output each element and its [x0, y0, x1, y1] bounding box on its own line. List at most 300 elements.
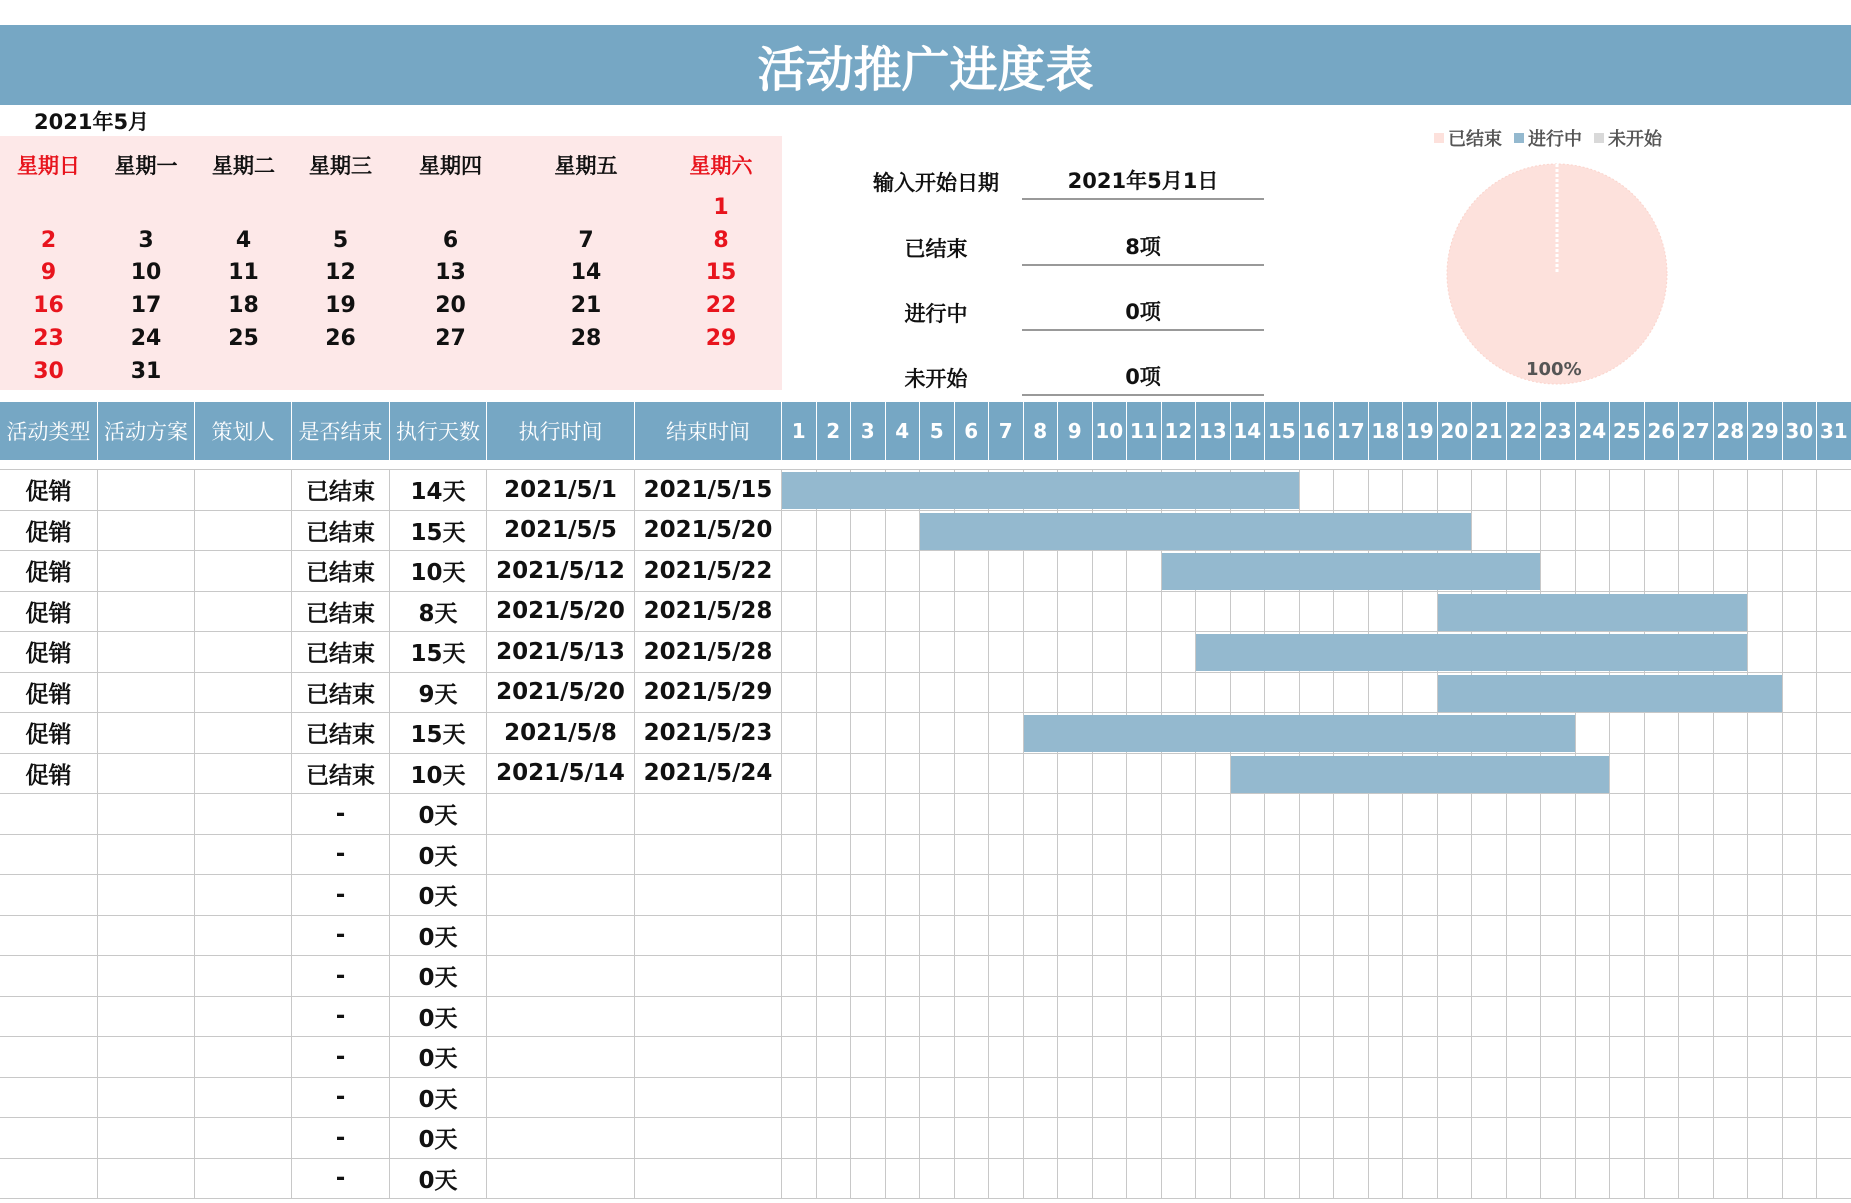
cell-plan[interactable] — [98, 956, 195, 997]
cell-type[interactable]: 促销 — [0, 754, 98, 795]
gantt-cell — [817, 997, 852, 1038]
gantt-cell — [1817, 713, 1851, 754]
day-column-header[interactable]: 24 — [1576, 402, 1611, 460]
cell-end[interactable]: 2021/5/23 — [635, 713, 782, 754]
cell-duration[interactable]: 0天 — [390, 997, 487, 1038]
cell-start[interactable] — [487, 1159, 635, 1200]
gantt-cell — [1438, 956, 1473, 997]
gantt-cell — [1472, 875, 1507, 916]
cell-status[interactable]: 已结束 — [292, 713, 390, 754]
gantt-cell — [1058, 1037, 1093, 1078]
gantt-cell — [1610, 754, 1645, 795]
cell-plan[interactable] — [98, 592, 195, 633]
calendar-day[interactable]: 18 — [228, 293, 259, 319]
column-header[interactable]: 结束时间 — [635, 402, 782, 460]
cell-plan[interactable] — [98, 1118, 195, 1159]
calendar-day[interactable]: 11 — [228, 260, 259, 286]
gantt-cell — [1369, 592, 1404, 633]
gantt-cell — [851, 916, 886, 957]
cell-status[interactable]: - — [292, 1078, 390, 1119]
cell-duration[interactable]: 15天 — [390, 632, 487, 673]
cell-type[interactable] — [0, 835, 98, 876]
cell-status[interactable]: - — [292, 1159, 390, 1200]
gantt-cell — [886, 1159, 921, 1200]
gantt-cell — [1127, 551, 1162, 592]
cell-plan[interactable] — [98, 470, 195, 511]
cell-status[interactable]: - — [292, 997, 390, 1038]
gantt-cell — [1645, 754, 1680, 795]
calendar-day[interactable]: 1 — [713, 195, 729, 220]
cell-end[interactable] — [635, 997, 782, 1038]
gantt-cell — [1334, 1118, 1369, 1159]
cell-start[interactable]: 2021/5/1 — [487, 470, 635, 511]
cell-plan[interactable] — [98, 673, 195, 714]
cell-type[interactable]: 促销 — [0, 673, 98, 714]
cell-end[interactable]: 2021/5/15 — [635, 470, 782, 511]
column-header[interactable]: 策划人 — [195, 402, 292, 460]
calendar-day[interactable]: 27 — [435, 325, 466, 351]
cell-end[interactable] — [635, 794, 782, 835]
cell-start[interactable] — [487, 1037, 635, 1078]
gantt-cell — [1679, 1118, 1714, 1159]
cell-start[interactable] — [487, 997, 635, 1038]
column-header[interactable]: 执行天数 — [390, 402, 487, 460]
cell-owner[interactable] — [195, 875, 292, 916]
cell-owner[interactable] — [195, 632, 292, 673]
gantt-cell — [1093, 916, 1128, 957]
gantt-cell — [782, 632, 817, 673]
cell-status[interactable]: - — [292, 916, 390, 957]
column-header[interactable]: 活动方案 — [98, 402, 195, 460]
gantt-cell — [989, 632, 1024, 673]
calendar-day[interactable]: 15 — [705, 260, 737, 286]
cell-end[interactable] — [635, 956, 782, 997]
cell-plan[interactable] — [98, 997, 195, 1038]
calendar-day[interactable]: 19 — [325, 293, 356, 319]
gantt-cell — [1403, 1037, 1438, 1078]
gantt-cell — [886, 875, 921, 916]
cell-type[interactable] — [0, 997, 98, 1038]
day-column-header[interactable]: 26 — [1645, 402, 1680, 460]
day-column-header[interactable]: 30 — [1783, 402, 1818, 460]
in-progress-count-value: 0项 — [1022, 296, 1264, 331]
gantt-cell — [1438, 794, 1473, 835]
day-column-header[interactable]: 13 — [1196, 402, 1231, 460]
cell-owner[interactable] — [195, 511, 292, 552]
gantt-cell — [1300, 794, 1335, 835]
gantt-cell — [955, 916, 990, 957]
cell-start[interactable] — [487, 956, 635, 997]
day-column-header[interactable]: 15 — [1265, 402, 1300, 460]
cell-end[interactable] — [635, 1118, 782, 1159]
gantt-cell — [1817, 956, 1851, 997]
cell-owner[interactable] — [195, 1037, 292, 1078]
cell-start[interactable]: 2021/5/5 — [487, 511, 635, 552]
gantt-cell — [1403, 470, 1438, 511]
cell-owner[interactable] — [195, 713, 292, 754]
gantt-cell — [1438, 1118, 1473, 1159]
cell-end[interactable] — [635, 1037, 782, 1078]
cell-type[interactable]: 促销 — [0, 511, 98, 552]
cell-start[interactable]: 2021/5/14 — [487, 754, 635, 795]
cell-status[interactable]: - — [292, 794, 390, 835]
calendar-day[interactable]: 3 — [138, 227, 154, 253]
gantt-cell — [1645, 470, 1680, 511]
gantt-cell — [1610, 551, 1645, 592]
cell-plan[interactable] — [98, 835, 195, 876]
gantt-cell — [1472, 470, 1507, 511]
day-column-header[interactable]: 8 — [1024, 402, 1059, 460]
gantt-cell — [989, 754, 1024, 795]
gantt-cell — [1472, 916, 1507, 957]
day-column-header[interactable]: 2 — [817, 402, 852, 460]
day-column-header[interactable]: 20 — [1438, 402, 1473, 460]
cell-type[interactable] — [0, 956, 98, 997]
cell-owner[interactable] — [195, 1078, 292, 1119]
calendar-day[interactable]: 30 — [33, 358, 64, 384]
gantt-cell — [1576, 713, 1611, 754]
cell-type[interactable]: 促销 — [0, 713, 98, 754]
cell-plan[interactable] — [98, 551, 195, 592]
gantt-cell — [851, 997, 886, 1038]
cell-duration[interactable]: 0天 — [390, 1078, 487, 1119]
gantt-cell — [1403, 592, 1438, 633]
calendar-day[interactable]: 5 — [332, 227, 349, 253]
cell-type[interactable]: 促销 — [0, 592, 98, 633]
gantt-cell — [1265, 916, 1300, 957]
cell-end[interactable] — [635, 875, 782, 916]
cell-end[interactable]: 2021/5/22 — [635, 551, 782, 592]
cell-duration[interactable]: 0天 — [390, 835, 487, 876]
calendar-day[interactable]: 2 — [40, 227, 57, 253]
gantt-cell — [1334, 916, 1369, 957]
gantt-cell — [1265, 956, 1300, 997]
day-column-header[interactable]: 9 — [1058, 402, 1093, 460]
gantt-cell — [1817, 1159, 1851, 1200]
day-column-header[interactable]: 23 — [1541, 402, 1576, 460]
gantt-cell — [1783, 875, 1818, 916]
cell-start[interactable]: 2021/5/13 — [487, 632, 635, 673]
gantt-cell — [1127, 794, 1162, 835]
gantt-cell — [955, 754, 990, 795]
gantt-cell — [1783, 1118, 1818, 1159]
gantt-cell — [1024, 592, 1059, 633]
cell-type[interactable] — [0, 1159, 98, 1200]
cell-owner[interactable] — [195, 470, 292, 511]
cell-status[interactable]: 已结束 — [292, 592, 390, 633]
gantt-cell — [920, 632, 955, 673]
gantt-cell — [851, 592, 886, 633]
cell-owner[interactable] — [195, 551, 292, 592]
day-column-header[interactable]: 21 — [1472, 402, 1507, 460]
cell-status[interactable]: - — [292, 1037, 390, 1078]
day-column-header[interactable]: 11 — [1127, 402, 1162, 460]
start-date-input[interactable]: 2021年5月1日 — [1022, 165, 1264, 200]
cell-end[interactable]: 2021/5/29 — [635, 673, 782, 714]
cell-type[interactable] — [0, 1118, 98, 1159]
table-row — [0, 997, 1851, 1038]
calendar-day[interactable]: 21 — [570, 293, 602, 319]
cell-status[interactable]: - — [292, 875, 390, 916]
cell-owner[interactable] — [195, 592, 292, 633]
cell-owner[interactable] — [195, 835, 292, 876]
cell-type[interactable] — [0, 1078, 98, 1119]
calendar-day[interactable]: 23 — [33, 325, 64, 351]
day-column-header[interactable]: 28 — [1714, 402, 1749, 460]
day-column-header[interactable]: 17 — [1334, 402, 1369, 460]
cell-status[interactable]: 已结束 — [292, 632, 390, 673]
day-column-header[interactable]: 1 — [782, 402, 817, 460]
day-column-header[interactable]: 16 — [1300, 402, 1335, 460]
start-date-label: 输入开始日期 — [873, 171, 999, 195]
gantt-cell — [1369, 1159, 1404, 1200]
cell-status[interactable]: - — [292, 835, 390, 876]
cell-duration[interactable]: 14天 — [390, 470, 487, 511]
cell-duration[interactable]: 8天 — [390, 592, 487, 633]
column-header[interactable]: 活动类型 — [0, 402, 98, 460]
gantt-cell — [1403, 794, 1438, 835]
cell-status[interactable]: 已结束 — [292, 754, 390, 795]
cell-owner[interactable] — [195, 997, 292, 1038]
cell-plan[interactable] — [98, 511, 195, 552]
cell-duration[interactable]: 0天 — [390, 875, 487, 916]
table-row — [0, 673, 1851, 714]
calendar-day[interactable]: 12 — [325, 260, 356, 286]
day-column-header[interactable]: 31 — [1817, 402, 1851, 460]
gantt-cell — [1714, 1037, 1749, 1078]
gantt-cell — [1748, 632, 1783, 673]
gantt-cell — [851, 835, 886, 876]
day-column-header[interactable]: 14 — [1231, 402, 1266, 460]
gantt-cell — [989, 551, 1024, 592]
day-column-header[interactable]: 6 — [955, 402, 990, 460]
cell-end[interactable]: 2021/5/24 — [635, 754, 782, 795]
cell-duration[interactable]: 0天 — [390, 794, 487, 835]
gantt-cell — [782, 794, 817, 835]
cell-duration[interactable]: 15天 — [390, 713, 487, 754]
calendar-day[interactable]: 26 — [325, 325, 356, 351]
cell-plan[interactable] — [98, 1078, 195, 1119]
cell-type[interactable]: 促销 — [0, 551, 98, 592]
calendar-day[interactable]: 9 — [40, 260, 57, 286]
cell-start[interactable]: 2021/5/20 — [487, 673, 635, 714]
day-column-header[interactable]: 10 — [1093, 402, 1128, 460]
gantt-cell — [989, 875, 1024, 916]
gantt-cell — [920, 794, 955, 835]
gantt-cell — [1265, 997, 1300, 1038]
cell-start[interactable]: 2021/5/12 — [487, 551, 635, 592]
cell-start[interactable] — [487, 875, 635, 916]
cell-duration[interactable]: 0天 — [390, 1118, 487, 1159]
cell-duration[interactable]: 0天 — [390, 1159, 487, 1200]
cell-owner[interactable] — [195, 916, 292, 957]
calendar-day[interactable]: 4 — [235, 227, 252, 253]
gantt-cell — [1576, 1118, 1611, 1159]
cell-plan[interactable] — [98, 794, 195, 835]
cell-duration[interactable]: 0天 — [390, 916, 487, 957]
gantt-cell — [1817, 916, 1851, 957]
gantt-cell — [989, 1037, 1024, 1078]
gantt-cell — [1507, 1159, 1542, 1200]
gantt-cell — [1162, 1118, 1197, 1159]
day-column-header[interactable]: 27 — [1679, 402, 1714, 460]
cell-start[interactable] — [487, 1078, 635, 1119]
gantt-cell — [1196, 1118, 1231, 1159]
calendar-day[interactable]: 20 — [435, 293, 466, 319]
day-column-header[interactable]: 5 — [920, 402, 955, 460]
cell-status[interactable]: 已结束 — [292, 511, 390, 552]
cell-duration[interactable]: 0天 — [390, 956, 487, 997]
calendar-day[interactable]: 10 — [130, 260, 162, 286]
cell-duration[interactable]: 0天 — [390, 1037, 487, 1078]
gantt-cell — [1783, 1159, 1818, 1200]
day-column-header[interactable]: 25 — [1610, 402, 1645, 460]
cell-owner[interactable] — [195, 1159, 292, 1200]
cell-type[interactable] — [0, 794, 98, 835]
cell-type[interactable] — [0, 1037, 98, 1078]
day-column-header[interactable]: 22 — [1507, 402, 1542, 460]
calendar-day[interactable]: 29 — [705, 325, 737, 351]
gantt-cell — [1541, 1078, 1576, 1119]
cell-end[interactable] — [635, 916, 782, 957]
day-column-header[interactable]: 29 — [1748, 402, 1783, 460]
gantt-cell — [1162, 754, 1197, 795]
cell-plan[interactable] — [98, 1159, 195, 1200]
cell-end[interactable]: 2021/5/20 — [635, 511, 782, 552]
gantt-cell — [1645, 875, 1680, 916]
calendar-day[interactable]: 17 — [130, 293, 162, 319]
not-started-count-value: 0项 — [1022, 361, 1264, 396]
calendar-day[interactable]: 14 — [570, 260, 602, 286]
calendar-day[interactable]: 31 — [130, 358, 162, 384]
gantt-cell — [1334, 673, 1369, 714]
cell-status[interactable]: 已结束 — [292, 673, 390, 714]
cell-duration[interactable]: 15天 — [390, 511, 487, 552]
gantt-cell — [1403, 835, 1438, 876]
cell-status[interactable]: 已结束 — [292, 470, 390, 511]
gantt-cell — [1817, 592, 1851, 633]
gantt-cell — [1783, 754, 1818, 795]
gantt-cell — [989, 997, 1024, 1038]
gantt-cell — [886, 754, 921, 795]
calendar-weekday: 星期日 — [17, 154, 80, 178]
cell-plan[interactable] — [98, 713, 195, 754]
day-column-header[interactable]: 4 — [886, 402, 921, 460]
cell-end[interactable]: 2021/5/28 — [635, 632, 782, 673]
cell-owner[interactable] — [195, 956, 292, 997]
gantt-cell — [1576, 794, 1611, 835]
cell-start[interactable]: 2021/5/20 — [487, 592, 635, 633]
calendar-day[interactable]: 16 — [33, 293, 64, 319]
calendar-day[interactable]: 7 — [578, 227, 594, 253]
cell-start[interactable] — [487, 1118, 635, 1159]
gantt-cell — [1541, 835, 1576, 876]
gantt-cell — [1748, 916, 1783, 957]
cell-start[interactable] — [487, 916, 635, 957]
cell-end[interactable] — [635, 1159, 782, 1200]
day-column-header[interactable]: 7 — [989, 402, 1024, 460]
cell-duration[interactable]: 9天 — [390, 673, 487, 714]
gantt-cell — [1196, 673, 1231, 714]
column-header[interactable]: 执行时间 — [487, 402, 635, 460]
cell-status[interactable]: - — [292, 956, 390, 997]
cell-owner[interactable] — [195, 1118, 292, 1159]
day-column-header[interactable]: 19 — [1403, 402, 1438, 460]
calendar-day[interactable]: 22 — [705, 293, 737, 319]
cell-duration[interactable]: 10天 — [390, 754, 487, 795]
cell-end[interactable] — [635, 835, 782, 876]
cell-plan[interactable] — [98, 632, 195, 673]
cell-start[interactable] — [487, 794, 635, 835]
cell-owner[interactable] — [195, 754, 292, 795]
cell-type[interactable]: 促销 — [0, 632, 98, 673]
cell-plan[interactable] — [98, 916, 195, 957]
gantt-cell — [1541, 1159, 1576, 1200]
cell-type[interactable] — [0, 875, 98, 916]
gantt-cell — [1714, 511, 1749, 552]
gantt-cell — [1679, 1078, 1714, 1119]
day-column-header[interactable]: 3 — [851, 402, 886, 460]
cell-status[interactable]: 已结束 — [292, 551, 390, 592]
gantt-cell — [955, 1159, 990, 1200]
gantt-cell — [1024, 794, 1059, 835]
gantt-cell — [817, 754, 852, 795]
cell-owner[interactable] — [195, 794, 292, 835]
gantt-cell — [1196, 997, 1231, 1038]
gantt-cell — [955, 794, 990, 835]
cell-end[interactable] — [635, 1078, 782, 1119]
calendar-day[interactable]: 13 — [435, 260, 466, 286]
calendar-day[interactable]: 8 — [713, 227, 729, 253]
gantt-cell — [955, 551, 990, 592]
cell-duration[interactable]: 10天 — [390, 551, 487, 592]
cell-end[interactable]: 2021/5/28 — [635, 592, 782, 633]
day-column-header[interactable]: 18 — [1369, 402, 1404, 460]
cell-status[interactable]: - — [292, 1118, 390, 1159]
cell-owner[interactable] — [195, 673, 292, 714]
gantt-cell — [1541, 1037, 1576, 1078]
gantt-cell — [1610, 511, 1645, 552]
gantt-cell — [1265, 835, 1300, 876]
table-row — [0, 916, 1851, 957]
gantt-cell — [886, 1118, 921, 1159]
gantt-cell — [886, 713, 921, 754]
calendar-day[interactable]: 25 — [228, 325, 259, 351]
cell-type[interactable] — [0, 916, 98, 957]
calendar-day[interactable]: 24 — [130, 325, 162, 351]
gantt-cell — [1162, 835, 1197, 876]
gantt-cell — [1576, 835, 1611, 876]
cell-start[interactable] — [487, 835, 635, 876]
gantt-cell — [955, 956, 990, 997]
calendar-day[interactable]: 28 — [570, 325, 602, 351]
gantt-cell — [1334, 1037, 1369, 1078]
cell-plan[interactable] — [98, 875, 195, 916]
gantt-cell — [1127, 1118, 1162, 1159]
cell-plan[interactable] — [98, 754, 195, 795]
cell-start[interactable]: 2021/5/8 — [487, 713, 635, 754]
calendar-day[interactable]: 6 — [442, 227, 459, 253]
gantt-cell — [851, 1118, 886, 1159]
gantt-cell — [1783, 511, 1818, 552]
day-column-header[interactable]: 12 — [1162, 402, 1197, 460]
gantt-cell — [1714, 875, 1749, 916]
cell-type[interactable]: 促销 — [0, 470, 98, 511]
cell-plan[interactable] — [98, 1037, 195, 1078]
column-header[interactable]: 是否结束 — [292, 402, 390, 460]
gantt-cell — [1645, 997, 1680, 1038]
gantt-cell — [1679, 470, 1714, 511]
